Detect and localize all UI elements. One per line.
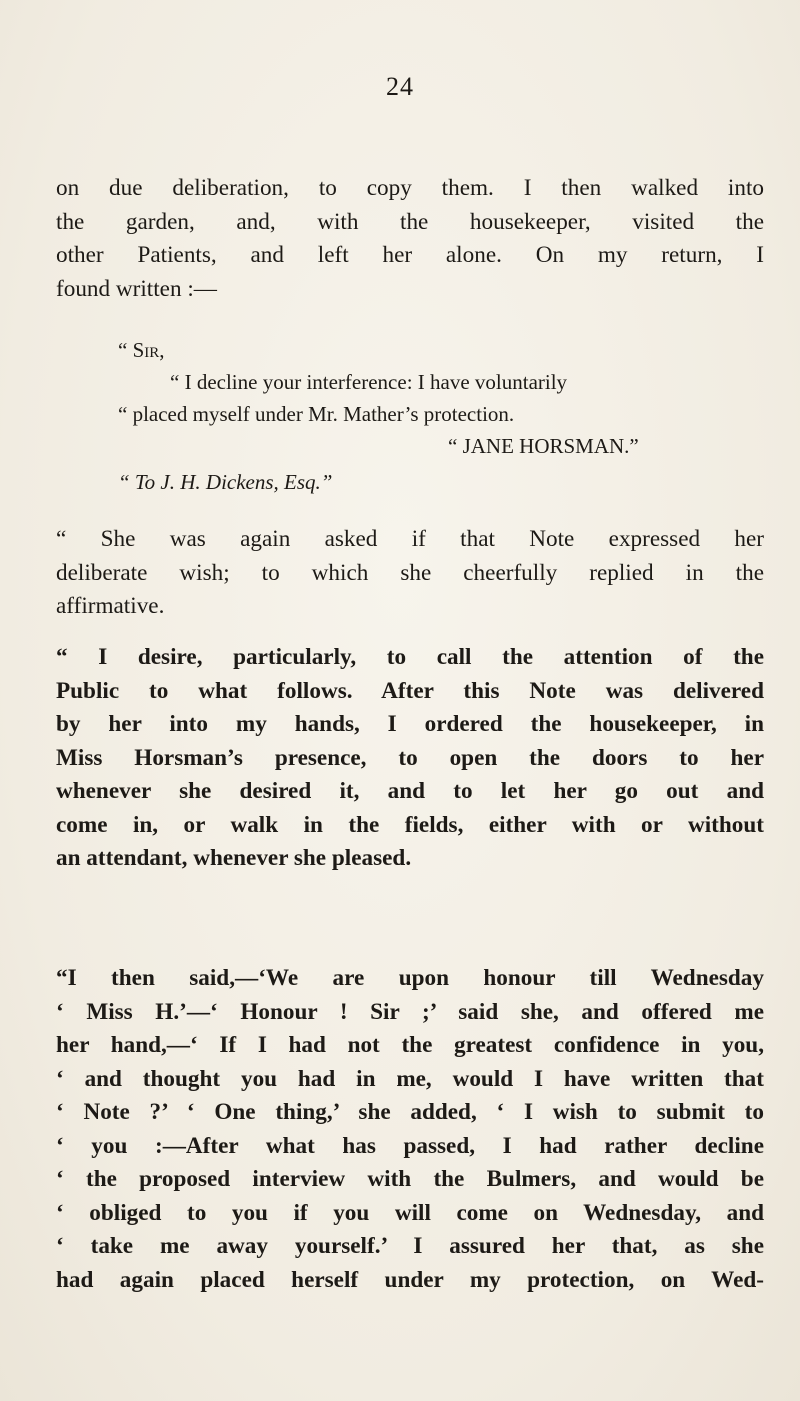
text-line: ‘ you :—After what has passed, I had rather decline [56,1132,764,1159]
text-line: “ I desire, particularly, to call the attention of the [56,644,764,670]
text-line: other Patients, and left her alone. On my return, I [56,242,764,268]
letter-body-line: “ placed myself under Mr. Mather’s protection. [118,402,515,426]
text-line: the garden, and, with the housekeeper, visited the [56,208,764,235]
text-line: ‘ take me away yourself.’ I assured her that, as she [56,1233,764,1259]
paragraph-2 [56,523,764,624]
letter-body-line: “ I decline your interference: I have voluntarily [170,370,568,394]
page-number: 24 [386,72,414,101]
text-line: Public to what follows. After this Note was delivered [56,677,764,704]
letter-signature: “ JANE HORSMAN.” [448,434,639,458]
text-line: deliberate wish; to which she cheerfully replied in the [56,559,764,586]
letter-addressee: “ To J. H. Dickens, Esq.” [118,470,333,494]
text-line: an attendant, whenever she pleased. [56,845,412,871]
text-line: affirmative. [56,593,165,619]
text-line: ‘ the proposed interview with the Bulmers, and would be [56,1166,764,1192]
text-line: by her into my hands, I ordered the housekeeper, in [56,711,764,737]
letter-salutation: “ Sir, [118,338,165,362]
text-line: found written :— [56,275,217,302]
text-line: ‘ Note ?’ ‘ One thing,’ she added, ‘ I wish to submit to [56,1099,764,1125]
paragraph-1 [56,172,764,306]
text-line: ‘ Miss H.’—‘ Honour ! Sir ;’ said she, and offered me [56,998,764,1025]
text-line: on due deliberation, to copy them. I then walked into [56,175,764,201]
text-line: had again placed herself under my protection, on Wed- [56,1266,764,1293]
text-line: “ She was again asked if that Note expressed her [56,526,764,552]
text-line: “I then said,—‘We are upon honour till Wednesday [56,965,764,991]
text-line: come in, or walk in the fields, either with or without [56,811,764,838]
text-line: ‘ and thought you had in me, would I have written that [56,1065,764,1092]
paragraph-4 [56,962,764,1297]
text-line: Miss Horsman’s presence, to open the doors to her [56,744,764,771]
text-line: ‘ obliged to you if you will come on Wednesday, and [56,1199,764,1226]
text-line: her hand,—‘ If I had not the greatest confidence in you, [56,1032,764,1058]
text-line: whenever she desired it, and to let her go out and [56,778,764,804]
paragraph-3 [56,641,764,876]
